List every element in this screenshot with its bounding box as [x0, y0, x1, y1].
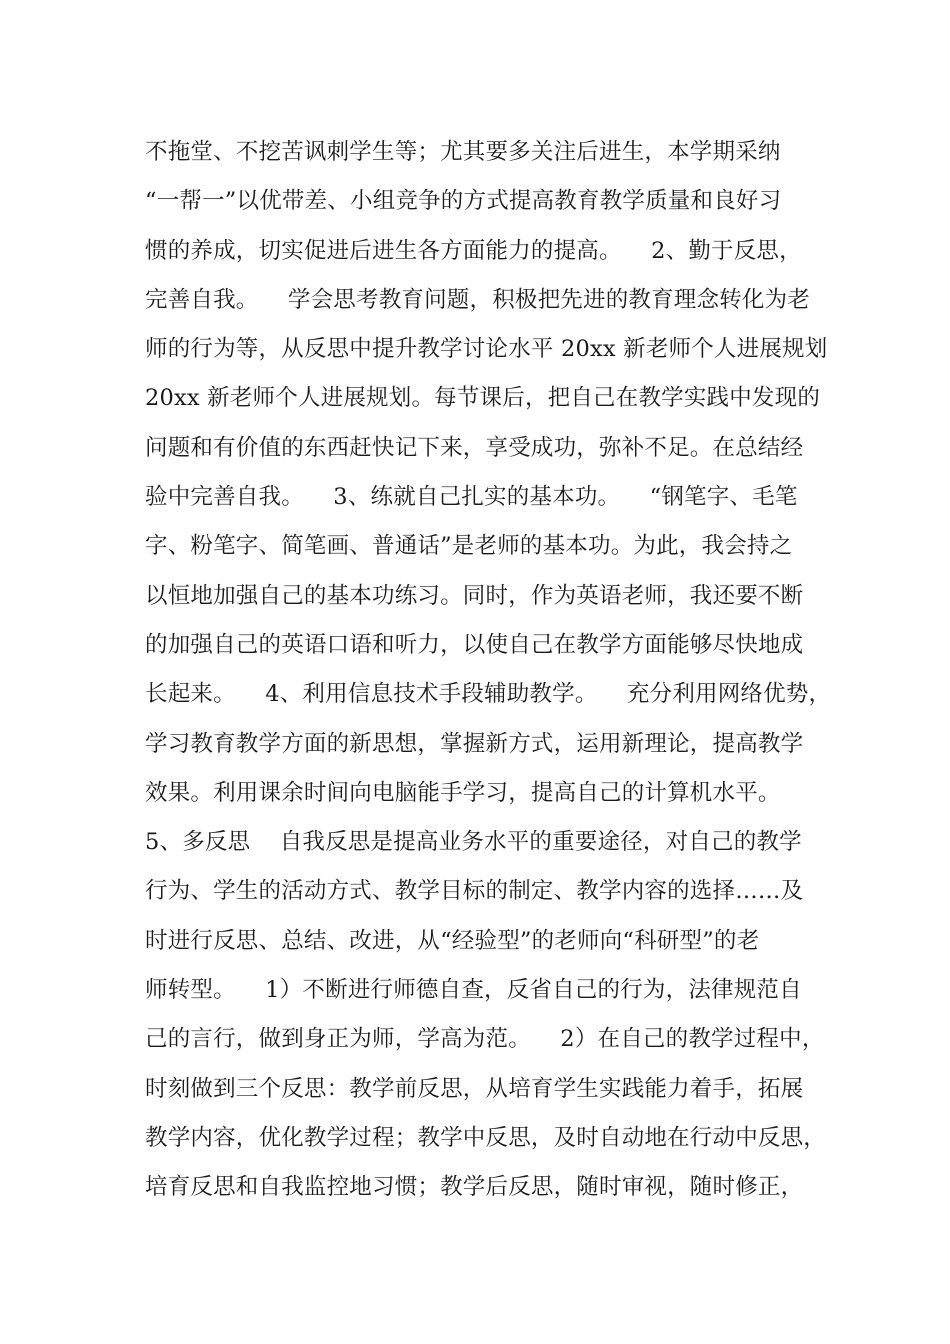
text-line: 时刻做到三个反思：教学前反思，从培育学生实践能力着手，拓展	[145, 1075, 804, 1102]
text-line: 学习教育教学方面的新思想，掌握新方式，运用新理论，提高教学	[145, 730, 804, 757]
text-line: 己的言行，做到身正为师，学高为范。 2）在自己的教学过程中，	[145, 1026, 825, 1053]
text-line: 完善自我。 学会思考教育问题，积极把先进的教育理念转化为老	[145, 286, 811, 313]
text-line: 师的行为等，从反思中提升教学讨论水平 20xx 新老师个人进展规划	[145, 336, 828, 363]
text-line: 长起来。 4、利用信息技术手段辅助教学。 充分利用网络优势，	[145, 681, 832, 708]
text-line: 的加强自己的英语口语和听力，以使自己在教学方面能够尽快地成	[145, 631, 804, 658]
text-line: “一帮一”以优带差、小组竞争的方式提高教育教学质量和良好习	[145, 188, 782, 215]
text-line: 师转型。 1）不断进行师德自查，反省自己的行为，法律规范自	[145, 977, 802, 1004]
text-line: 验中完善自我。 3、练就自己扎实的基本功。 “钢笔字、毛笔	[145, 484, 798, 511]
text-line: 行为、学生的活动方式、教学目标的制定、教学内容的选择……及	[145, 878, 804, 905]
text-line: 不拖堂、不挖苦讽刺学生等；尤其要多关注后进生，本学期采纳	[145, 139, 781, 165]
body-text	[145, 128, 845, 1213]
text-line: 惯的养成，切实促进后进生各方面能力的提高。 2、勤于反思，	[145, 237, 802, 264]
text-line: 教学内容，优化教学过程；教学中反思，及时自动地在行动中反思，	[145, 1124, 827, 1151]
text-line: 以恒地加强自己的基本功练习。同时，作为英语老师，我还要不断	[145, 582, 804, 609]
text-line: 时进行反思、总结、改进，从“经验型”的老师向“科研型”的老	[145, 927, 760, 954]
text-line: 效果。利用课余时间向电脑能手学习，提高自己的计算机水平。	[145, 779, 781, 806]
text-line: 字、粉笔字、简笔画、普通话”是老师的基本功。为此，我会持之	[145, 533, 793, 560]
text-line: 20xx 新老师个人进展规划。每节课后，把自己在教学实践中发现的	[145, 385, 821, 412]
text-line: 5、多反思 自我反思是提高业务水平的重要途径，对自己的教学	[145, 829, 802, 856]
text-line: 培育反思和自我监控地习惯；教学后反思，随时审视，随时修正，	[145, 1174, 804, 1201]
text-line: 问题和有价值的东西赶快记下来，享受成功，弥补不足。在总结经	[145, 434, 804, 461]
